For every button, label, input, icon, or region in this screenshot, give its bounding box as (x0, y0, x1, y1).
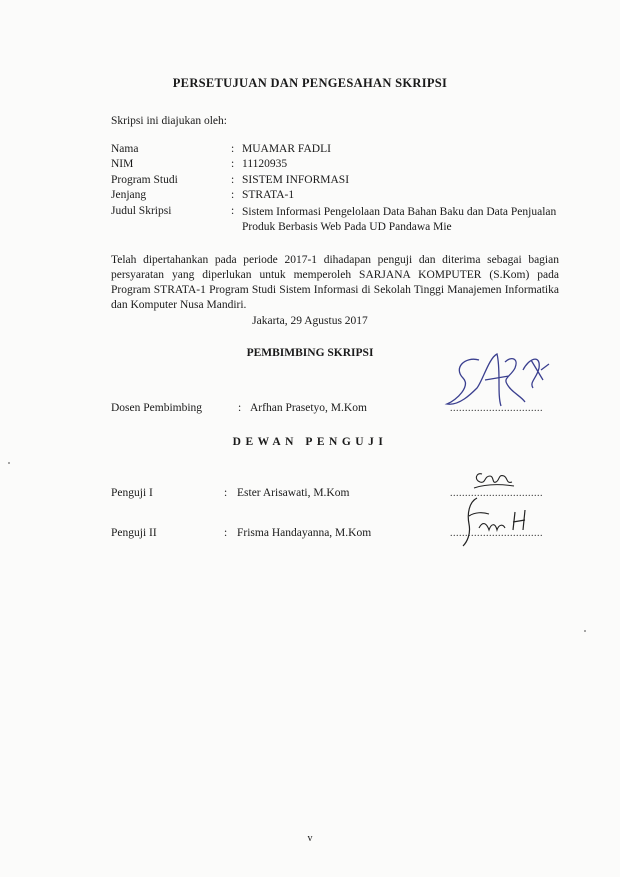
penguji-1-label: Penguji I (111, 487, 153, 499)
field-label-nama: Nama (111, 143, 139, 155)
penguji-heading: DEWAN PENGUJI (232, 436, 388, 448)
page-number: v (307, 833, 313, 844)
pembimbing-heading: PEMBIMBING SKRIPSI (246, 347, 374, 359)
approval-paragraph: Telah dipertahankan pada periode 2017-1 dihadapan penguji dan diterima sebagai bagian persyaratan yang diperlukan untuk memperoleh SARJANA KOMPUTER (S.Kom) pada Program STRATA-1 Program Studi Sistem Informasi di Sekolah Tinggi Manajemen Informatika dan Komputer Nusa Mandiri. (111, 254, 559, 311)
pembimbing-colon: : (238, 402, 242, 414)
field-label-jenjang: Jenjang (111, 189, 147, 201)
signature-line: ............................... (450, 488, 543, 499)
penguji-1-name: Ester Arisawati, M.Kom (237, 487, 350, 499)
penguji-1-colon: : (224, 487, 228, 499)
place-date: Jakarta, 29 Agustus 2017 (252, 315, 368, 327)
field-label-judul-skripsi: Judul Skripsi (111, 205, 172, 217)
document-title: PERSETUJUAN DAN PENGESAHAN SKRIPSI (172, 76, 448, 90)
field-value-judul-skripsi: Sistem Informasi Pengelolaan Data Bahan Baku dan Data Penjualan Produk Berbasis Web Pada UD Pandawa Mie (242, 206, 557, 233)
field-value-nim: 11120935 (242, 158, 288, 170)
field-label-program-studi: Program Studi (111, 174, 178, 186)
field-value-jenjang: STRATA-1 (242, 189, 295, 201)
pembimbing-signature (445, 350, 555, 412)
pembimbing-name: Arfhan Prasetyo, M.Kom (250, 402, 367, 414)
penguji-2-colon: : (224, 527, 228, 539)
signature-line: ............................... (450, 528, 543, 539)
penguji-2-name: Frisma Handayanna, M.Kom (237, 527, 372, 539)
penguji-2-label: Penguji II (111, 527, 157, 539)
field-value-nama: MUAMAR FADLI (242, 143, 331, 155)
scan-speck (584, 630, 586, 632)
field-colon: : (231, 205, 235, 217)
field-value-program-studi: SISTEM INFORMASI (242, 174, 350, 186)
field-colon: : (231, 174, 235, 186)
penguji-1-signature (470, 470, 520, 494)
penguji-2-signature (455, 494, 535, 550)
field-colon: : (231, 143, 235, 155)
field-colon: : (231, 189, 235, 201)
field-label-nim: NIM (111, 158, 134, 170)
scan-speck (8, 462, 10, 464)
pembimbing-label: Dosen Pembimbing (111, 402, 203, 414)
signature-line: ............................... (450, 403, 543, 414)
intro-text: Skripsi ini diajukan oleh: (111, 115, 227, 127)
field-colon: : (231, 158, 235, 170)
